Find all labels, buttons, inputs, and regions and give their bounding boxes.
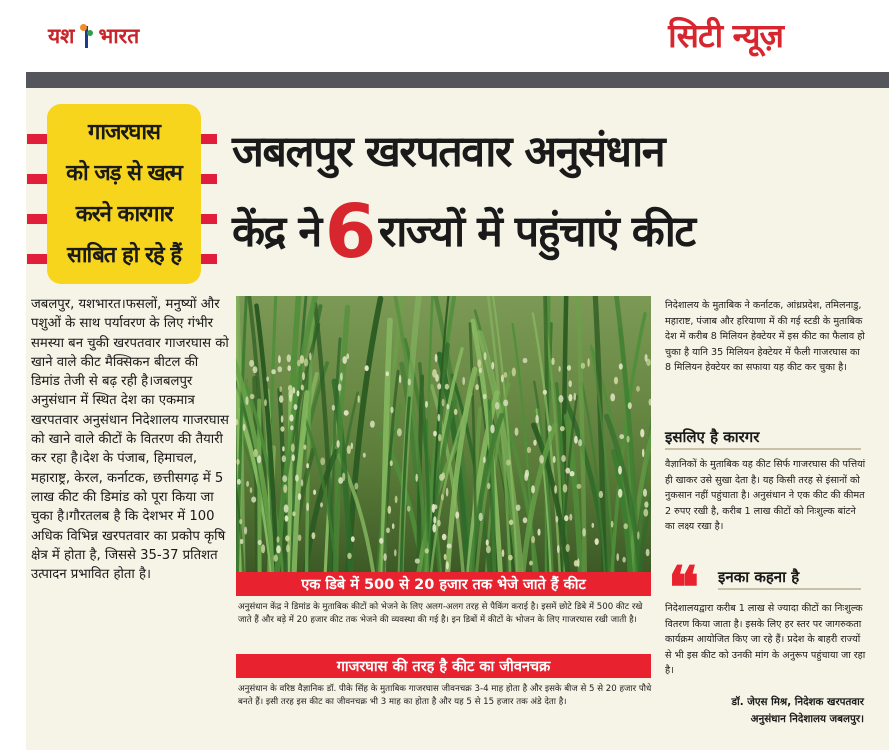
subhead-rule (665, 448, 861, 450)
quote-mark-icon: ❝ (668, 554, 700, 622)
subhead-karagar: इसलिए है कारगर (665, 428, 760, 446)
signature-line-2: अनुसंधान निदेशालय जबलपुर। (750, 713, 864, 725)
subhead-rule (718, 588, 861, 590)
headline-line-2-end: राज्यों में पहुंचाएं कीट (378, 207, 695, 257)
masthead (0, 0, 889, 72)
kicker-box (27, 104, 217, 284)
headline (232, 120, 872, 275)
newspaper-logo[interactable] (48, 22, 139, 50)
caption-2: अनुसंधान के वरिष्ठ वैज्ञानिक डॉ. पीके सिंह के मुताबिक गाजरघास जीवनचक्र 3-4 माह होता है और इसके बीज से 5 से 20 हजार पौधे बनते हैं। इसी तरह इस कीट का जीवनचक्र भी 3 माह का होता है और यह 5 से 15 हजार तक अंडे देता है। (238, 684, 652, 707)
body-left-column: जबलपुर, यशभारत।फसलों, मनुष्यों और पशुओं के साथ पर्यावरण के लिए गंभीर समस्या बन चुकी खरपतवार गाजरघास को खाने वाले कीट मैक्सिकन बीटल की डिमांड तेजी से बढ़ रही है।जबलपुर अनुसंधान में स्थित देश का एकमात्र खरपतवार अनुसंधान निदेशालय गाजरघास को खाने वाले कीटों के वितरण की तैयारी कर रहा है।देश के पंजाब, हिमाचल, महाराष्ट्र, केरल, कर्नाटक, छत्तीसगढ़ में 5 लाख कीट की डिमांड को पूरा किया जा चुका है।गौरतलब है कि देशभर में 100 अधिक विभिन्न खरपतवार का प्रकोप कृषि क्षेत्र में होता है, जिससे 35-37 प्रतिशत उत्पादन प्रभावित होता है। (31, 297, 229, 583)
caption-1: अनुसंधान केंद्र ने डिमांड के मुताबिक कीटों को भेजने के लिए अलग-अलग तरह से पैकिंग कराई है। इसमें छोटे डिबे में 500 कीट रखे जाते हैं और बड़े में 20 हजार कीट तक भेजने की व्यवस्था की गई है। इन डिबों में कीटों के भोजन के लिए गाजरघास रखी जाती है। (238, 602, 643, 625)
kicker-panel (47, 104, 201, 284)
kicker-line: को जड़ से खत्म (66, 161, 182, 186)
kicker-line: करने कारगार (75, 202, 173, 227)
kicker-line: गाजरघास (88, 120, 160, 145)
section-label: सिटी न्यूज़ (668, 16, 783, 55)
headline-line-2-start: केंद्र ने (232, 207, 321, 257)
subhead-inka-kahna: इनका कहना है (718, 568, 800, 586)
header-rule (26, 72, 889, 88)
rice-field-illustration (236, 296, 651, 572)
right-para-1: निदेशालय के मुताबिक ने कर्नाटक, आंध्रप्रदेश, तमिलनाडु, महाराष्ट, पंजाब और हरियाणा में की गई स्टडी के मुताबिक देश में करीब 8 मिलियन हेक्टेयर में इस कीट का फैलाव हो चुका है यानि 35 मिलियन हेक्टेयर में फैली गाजरघास का 8 मिलियन हेक्टेयर का सफाया यह कीट कर चुका है। (665, 300, 865, 373)
logo-word-left: यश (48, 23, 75, 48)
caption-band-1: एक डिबे में 500 से 20 हजार तक भेजे जाते हैं कीट (236, 572, 651, 596)
headline-number: 6 (324, 189, 375, 275)
logo-word-right: भारत (98, 23, 140, 48)
rice-field-photo (236, 296, 651, 572)
kicker-line: साबित हो रहे हैं (66, 243, 182, 268)
caption-band-2: गाजरघास की तरह है कीट का जीवनचक्र (236, 654, 651, 678)
headline-line-2 (232, 189, 872, 275)
right-para-2: वैज्ञानिकों के मुताबिक यह कीट सिर्फ गाजरघास की पत्तियां ही खाकर उसे सुखा देता है। यह किसी तरह से इंसानों को नुकसान नहीं पहुंचाता है। अनुसंधान ने एक कीट की कीमत 2 रुपए रखी है, करीब 1 लाख कीटों को निःशुल्क बांटने का लक्ष्य रखा है। (665, 459, 866, 532)
signature-line-1: डॉ. जेएस मिश्र, निदेशक खरपतवार (731, 696, 864, 708)
right-para-3: निदेशालयद्वारा करीब 1 लाख से ज्यादा कीटों का निःशुल्क वितरण किया जाता है। इसके लिए हर स्तर पर जागरुकता कार्यक्रम आयोजित किए जा रहे हैं। प्रदेश के बाहरी राज्यों से भी इस कीट को उनकी मांग के अनुरूप पहुंचाया जा रहा है। (665, 603, 866, 676)
headline-line-1: जबलपुर खरपतवार अनुसंधान (232, 127, 665, 177)
torch-emblem-icon (77, 22, 95, 50)
